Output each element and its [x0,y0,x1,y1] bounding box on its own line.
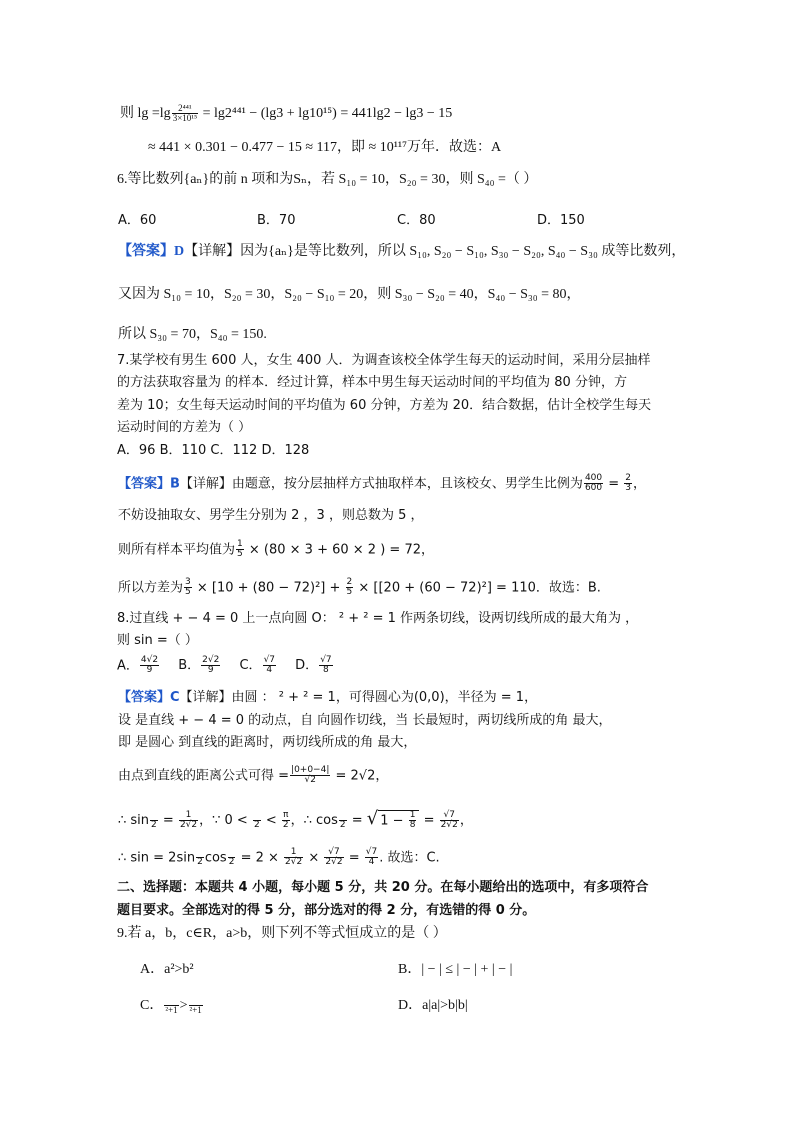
fraction-denominator: 2√2 [285,857,303,868]
q8-answer4-rest: = 2√2， [331,768,389,784]
q8-option-a-letter: A． [117,658,139,674]
section2-heading-line2: 题目要求。全部选对的得 5 分，部分选对的得 2 分，有选错的得 0 分。 [117,903,536,918]
q8-option-d-value [319,656,332,676]
half-angle [228,848,236,868]
fraction-numerator: √7 [324,848,343,858]
equals: = [344,850,364,866]
section2-heading-line1: 二、选择题：本题共 4 小题，每小题 5 分，共 20 分。在每小题给出的选项中，有多项符合 [117,880,649,895]
comma: ， [459,813,473,828]
q7-answer-prefix: 【详解】由题意，按分层抽样方式抽取样本，且该校女、男学生比例为 [179,476,583,492]
fraction-denominator: 2 [228,857,235,868]
fraction-numerator: 3 [185,577,191,587]
fraction-denominator: 5 [185,587,191,598]
q8-answer-line1 [118,690,537,706]
fraction-denominator: 8 [323,665,329,676]
answer-tag: 【答案】D [118,244,185,259]
cos-value [440,811,459,831]
fraction-numerator: √7 [263,655,276,665]
fraction-denominator: 9 [146,665,153,676]
times-two: = 2 × [236,850,284,866]
fraction-denominator: 2√2 [179,820,198,830]
q7-answer4-rest: × [[20 + (60 − 72)²] = 110．故选：B. [354,580,601,596]
less-than: < [261,813,281,828]
q6-answer-line2: 又因为 S₁₀ = 10，S₂₀ = 30，S₂₀ − S₁₀ = 20，则 S₃₀ − S₂₀ = 40，S₄₀ − S₃₀ = 80， [118,287,581,302]
answer-tag: 【答案】B [118,476,180,492]
sin-half-value [284,848,303,868]
fraction-numerator: 400 [584,473,603,483]
q7-stem-line1: 7.某学校有男生 600 人，女生 400 人．为调查该校全体学生每天的运动时间，采用分层抽样 [117,353,651,368]
fraction-denominator: 2 [197,857,203,868]
fraction-numerator: √7 [365,847,378,857]
q9-stem: 9.若 a，b，c∈R，a>b，则下列不等式恒成立的是（ ） [117,926,447,941]
fraction-numerator: 2 [346,577,353,587]
q8-answer-line5 [118,808,473,830]
sin-label: ∴ sin [118,813,150,828]
prev-line1-fraction [172,104,198,124]
greater-than: > [179,998,188,1013]
fraction-numerator: 1 [237,539,243,549]
mean-fraction [236,540,244,560]
fraction-denominator: ²+1 [189,1005,202,1016]
comma: ， [633,476,647,492]
q9-option-d: D．a|a|>b|b| [398,998,468,1013]
q8-option-c-letter: C． [239,658,262,674]
q7-answer-line2: 不妨设抽取女、男学生分别为 2 ，3 ，则总数为 5 ， [118,508,424,523]
because-text: ，∵ 0 < [199,813,252,828]
times: × [304,850,324,866]
cos-label: cos [204,850,227,866]
sin-expansion: ∴ sin = 2sin [118,850,196,866]
prev-solution-line2: ≈ 441 × 0.301 − 0.477 − 15 ≈ 117，即 ≈ 10¹¹⁷万年．故选：A [148,140,502,155]
half-angle [339,811,347,831]
q9-option-c [140,994,204,1016]
fraction-denominator: √2 [304,775,316,786]
prev-solution-line1 [120,104,452,124]
cos-half-value [324,848,343,868]
sqrt-symbol: √ [366,808,379,829]
q6-option-a: A．60 [118,213,157,228]
fraction-denominator: 9 [207,665,214,676]
fraction-denominator: 4 [368,857,375,868]
fraction-numerator: π [283,809,289,820]
cos-label: ，∴ cos [290,813,338,828]
q6-option-b: B．70 [257,213,296,228]
fraction-numerator: 1 [409,809,416,820]
distance-fraction [290,766,330,786]
fraction-denominator: 2√2 [325,857,343,868]
q6-option-c: C．80 [397,213,436,228]
ratio-fraction-simplified [624,474,632,494]
q7-answer-line1 [118,474,646,494]
q8-option-b-letter: B． [178,658,201,674]
fraction-numerator: √7 [440,811,459,821]
q9-option-b: B．| − | ≤ | − | + | − | [398,962,513,977]
q8-option-b-value [201,656,220,676]
fraction-denominator: ²+1 [165,1005,178,1016]
q7-answer3-prefix: 则所有样本平均值为 [118,542,236,558]
q8-answer-line6 [118,848,440,868]
fraction-numerator: |0+0−4| [291,765,330,775]
weight-fraction-1 [184,578,192,598]
equals: = [347,813,367,828]
prev-line1-prefix: 则 lg =lg [120,106,171,122]
q7-options: A．96 B．110 C．112 D．128 [117,443,310,458]
sqrt-text: 1 − [380,813,408,828]
q6-answer-line1 [118,244,685,261]
q7-answer4-mid: × [10 + (80 − 72)²] + [192,580,345,596]
q9-option-c-frac1 [164,996,178,1016]
q7-stem-line3: 差为 10；女生每天运动时间的平均值为 60 分钟，方差为 20．结合数据，估计全校学生每天 [117,398,652,413]
q8-option-d-letter: D． [295,658,319,674]
answer-tag: 【答案】C [118,690,180,705]
fraction-numerator: 1 [284,848,303,858]
fraction-denominator: 3 [625,483,632,494]
fraction-denominator: 2 [339,820,346,830]
weight-fraction-2 [346,578,354,598]
fraction-numerator: 2√2 [202,655,220,665]
q6-option-d: D．150 [537,213,585,228]
q9-option-a: A．a²>b² [140,962,194,977]
q8-answer-line3: 即 是圆心 到直线的距离时，两切线所成的角 最大， [118,735,417,750]
equals: = [604,476,624,492]
q9-option-c-frac2 [189,996,203,1016]
q6-stem: 6.等比数列{aₙ}的前 n 项和为Sₙ，若 S₁₀ = 10，S₂₀ = 30，则 S₄₀ =（ ） [117,172,538,187]
half-angle [196,848,204,868]
q7-answer3-rest: × (80 × 3 + 60 × 2 ) = 72， [244,542,434,558]
q6-answer-text: 【详解】因为{aₙ}是等比数列，所以 S₁₀, S₂₀ − S₁₀, S₃₀ − S₂₀, S₄₀ − S₃₀ 成等比数列， [184,244,686,259]
q8-conclusion: . 故选：C. [379,850,440,866]
fraction-denominator: 4 [266,665,273,676]
q7-answer4-prefix: 所以方差为 [118,580,184,596]
one-eighth [409,811,417,831]
sqrt-content [378,810,419,831]
equals: = [158,813,178,828]
fraction-denominator: 600 [584,483,603,494]
q8-options [117,656,334,676]
q8-answer-line2: 设 是直线 + − 4 = 0 的动点，自 向圆作切线，当 长最短时，两切线所成的角 最大， [118,713,612,728]
prev-line1-rest: = lg2⁴⁴¹ − (lg3 + lg10¹⁵) = 441lg2 − lg3 − 15 [199,106,453,122]
q8-stem-line2: 则 sin =（ ） [117,633,198,648]
q8-answer4-prefix: 由点到直线的距离公式可得 = [118,768,290,784]
q7-answer-line3 [118,540,434,560]
q9-option-c-letter: C． [140,998,164,1013]
fraction-numerator: 4√2 [140,655,159,665]
q7-stem-line4: 运动时间的方差为（ ） [117,420,252,435]
fraction-denominator: 2 [253,820,260,830]
half-angle [150,811,158,831]
fraction-numerator: 2 [625,473,632,483]
fraction-denominator: 5 [237,549,243,560]
fraction-denominator: 2 [151,820,157,830]
q8-answer1-text: 【详解】由圆 ： ² + ² = 1，可得圆心为(0,0)，半径为 = 1， [179,690,538,705]
fraction-numerator: 1 [179,811,198,821]
q7-answer-line4 [118,578,601,598]
q7-stem-line2: 的方法获取容量为 的样本．经过计算，样本中男生每天运动时间的平均值为 80 分钟，方 [117,375,627,390]
q8-option-c-value [263,656,276,676]
q8-option-a-value [140,656,159,676]
fraction-denominator: 5 [346,587,353,598]
equals: = [419,813,439,828]
sin-value [179,811,198,831]
fraction-numerator: 2⁴⁴¹ [172,104,198,114]
fraction-denominator: 2√2 [440,820,458,830]
fraction-denominator: 8 [409,820,416,830]
q6-answer-line3: 所以 S₃₀ = 70，S₄₀ = 150. [118,327,267,342]
fraction-numerator: √7 [320,655,332,665]
half-angle [253,811,261,831]
q8-answer-line4 [118,766,388,786]
pi-half [282,811,290,831]
q8-stem-line1: 8.过直线 + − 4 = 0 上一点向圆 O： ² + ² = 1 作两条切线，设两切线所成的最大角为 ， [117,611,639,626]
final-value [365,848,378,868]
fraction-denominator: 2 [282,820,289,830]
ratio-fraction [584,474,603,494]
fraction-denominator: 3×10¹⁵ [172,113,198,124]
